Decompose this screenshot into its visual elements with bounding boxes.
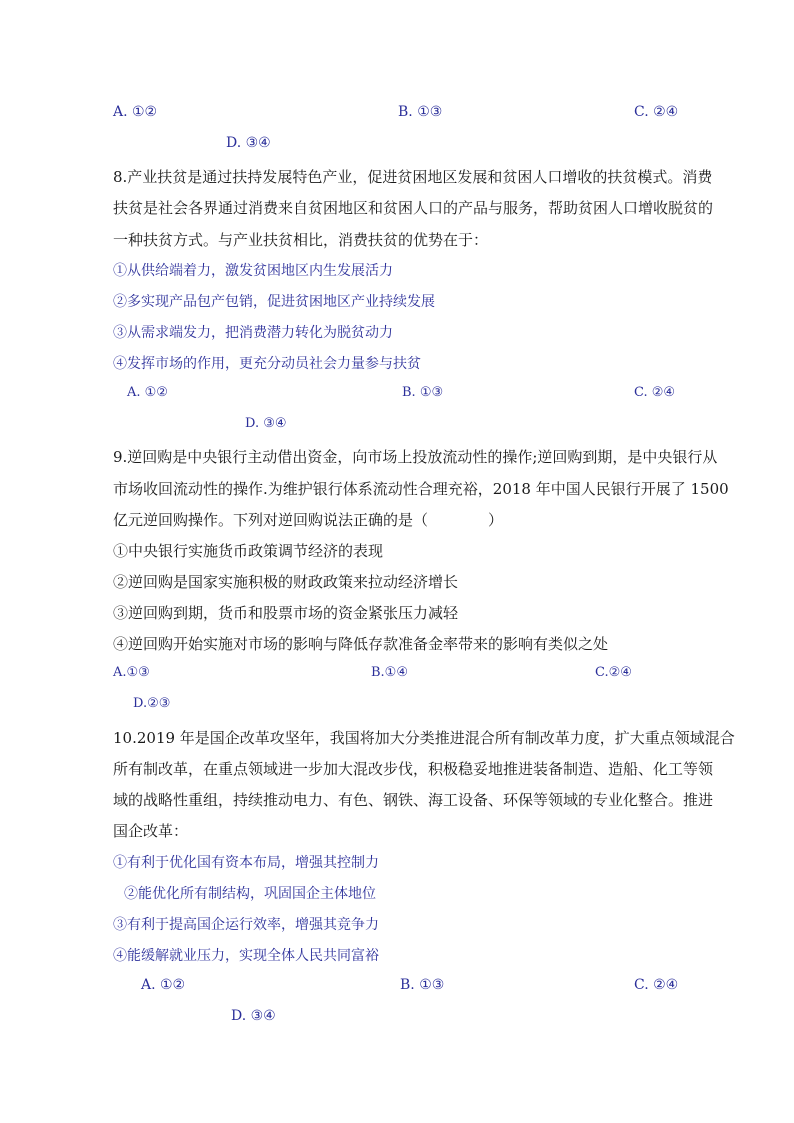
q9-stem-line-1: 9.逆回购是中央银行主动借出资金，向市场上投放流动性的操作;逆回购到期，是中央银行从 <box>113 448 718 466</box>
q8-stem-line-1: 8.产业扶贫是通过扶持发展特色产业，促进贫困地区发展和贫困人口增收的扶贫模式。消费 <box>113 168 713 186</box>
q8-statement-1: ①从供给端着力，激发贫困地区内生发展活力 <box>113 263 393 279</box>
q9-statement-1: ①中央银行实施货币政策调节经济的表现 <box>113 542 384 560</box>
q9-stem-line-2: 市场收回流动性的操作.为维护银行体系流动性合理充裕，2018 年中国人民银行开展了 1500 <box>113 480 729 498</box>
q7-choice-c: C. ②④ <box>634 104 679 120</box>
q7-choice-a: A. ①② <box>113 104 158 120</box>
q8-choice-d: D. ③④ <box>245 416 287 431</box>
q8-stem-line-2: 扶贫是社会各界通过消费来自贫困地区和贫困人口的产品与服务，帮助贫困人口增收脱贫的 <box>113 199 714 217</box>
q8-choice-a: A. ①② <box>127 385 168 400</box>
q9-statement-3: ③逆回购到期，货币和股票市场的资金紧张压力减轻 <box>113 604 459 622</box>
q9-statement-2: ②逆回购是国家实施积极的财政政策来拉动经济增长 <box>113 573 459 591</box>
q9-choice-b: B.①④ <box>371 665 408 680</box>
q10-statement-1: ①有利于优化国有资本布局，增强其控制力 <box>113 855 379 871</box>
q10-choice-d: D. ③④ <box>231 1008 276 1024</box>
q10-choice-b: B. ①③ <box>400 977 445 993</box>
q9-choice-c: C.②④ <box>595 665 632 680</box>
q8-statement-4: ④发挥市场的作用，更充分动员社会力量参与扶贫 <box>113 356 421 372</box>
q8-stem-line-3: 一种扶贫方式。与产业扶贫相比，消费扶贫的优势在于： <box>113 231 489 249</box>
q10-statement-3: ③有利于提高国企运行效率，增强其竞争力 <box>113 917 379 933</box>
q8-choice-b: B. ①③ <box>402 385 444 400</box>
q10-statement-2: ②能优化所有制结构，巩固国企主体地位 <box>124 886 376 902</box>
q7-choice-b: B. ①③ <box>398 104 443 120</box>
q9-choice-d: D.②③ <box>133 696 171 711</box>
q10-statement-4: ④能缓解就业压力，实现全体人民共同富裕 <box>113 948 379 964</box>
q9-stem-line-3: 亿元逆回购操作。下列对逆回购说法正确的是（ ） <box>113 511 504 529</box>
q9-statement-4: ④逆回购开始实施对市场的影响与降低存款准备金率带来的影响有类似之处 <box>113 635 609 653</box>
q10-stem-line-3: 域的战略性重组，持续推动电力、有色、钢铁、海工设备、环保等领域的专业化整合。推进 <box>113 791 714 809</box>
q10-stem-line-4: 国企改革： <box>113 822 189 840</box>
q9-choice-a: A.①③ <box>113 665 150 680</box>
q10-choice-a: A. ①② <box>141 977 186 993</box>
q7-choice-d: D. ③④ <box>226 135 271 151</box>
q10-stem-line-2: 所有制改革，在重点领域进一步加大混改步伐，积极稳妥地推进装备制造、造船、化工等领 <box>113 760 714 778</box>
q8-statement-2: ②多实现产品包产包销，促进贫困地区产业持续发展 <box>113 294 435 310</box>
q8-choice-c: C. ②④ <box>634 385 676 400</box>
q10-choice-c: C. ②④ <box>634 977 679 993</box>
q8-statement-3: ③从需求端发力，把消费潜力转化为脱贫动力 <box>113 325 393 341</box>
q10-stem-line-1: 10.2019 年是国企改革攻坚年，我国将加大分类推进混合所有制改革力度，扩大重点领域混合 <box>113 729 735 747</box>
